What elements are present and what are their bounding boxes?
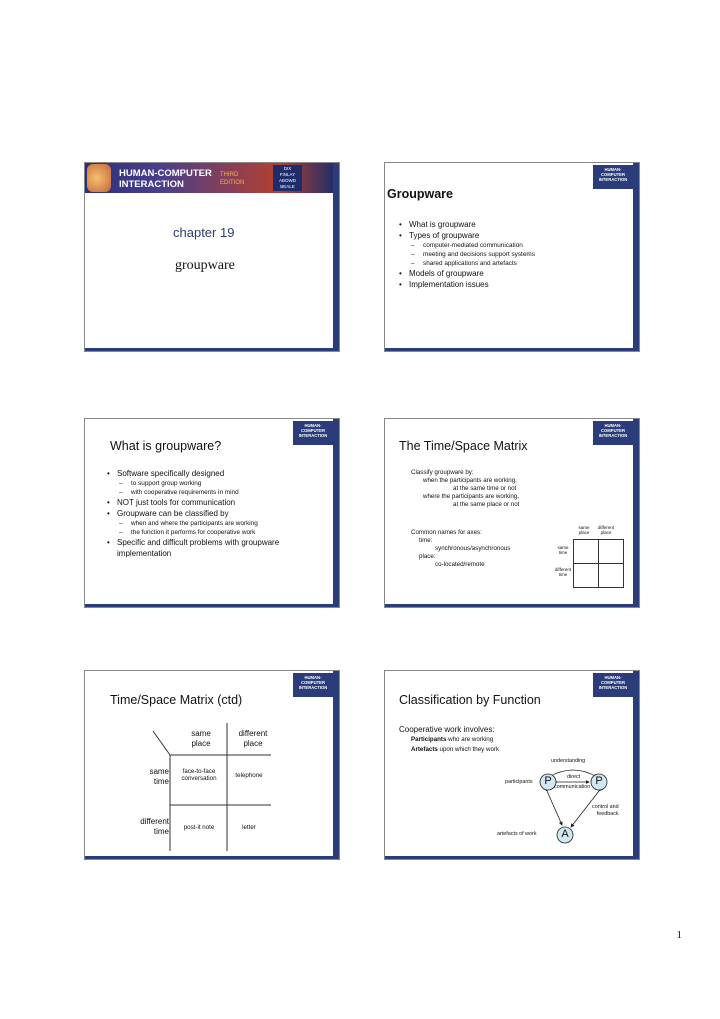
hci-logo: HUMAN-COMPUTER INTERACTION: [593, 673, 633, 697]
list-item: • Groupware can be classified by: [107, 508, 333, 519]
control-feedback-label: control and feedback: [592, 804, 619, 817]
col-label-same: same place: [578, 525, 590, 535]
hci-logo: HUMAN-COMPUTER INTERACTION: [293, 421, 333, 445]
cell-same-same: face-to-face conversation: [181, 768, 217, 782]
list-item: – shared applications and artefacts: [399, 259, 535, 268]
list-item: – with cooperative requirements in mind: [107, 488, 333, 497]
list-item: • Software specifically designed: [107, 468, 333, 479]
col-label-different: different place: [597, 525, 615, 535]
row-label-same: same time: [557, 545, 569, 555]
artefacts-line: Artefacts upon which they work: [411, 746, 500, 753]
hci-logo: HUMAN-COMPUTER INTERACTION: [293, 673, 333, 697]
communication-label: communication: [554, 784, 591, 790]
mini-matrix: [573, 539, 624, 588]
list-item: • Implementation issues: [399, 279, 535, 290]
list-item: – computer-mediated communication: [399, 241, 535, 250]
slide-time-space-matrix-ctd: [84, 670, 340, 860]
participant-node-left: P: [544, 775, 552, 787]
book-banner: [85, 163, 335, 193]
cell-different-same: post-it note: [183, 824, 215, 831]
slide-time-space-matrix: [384, 418, 640, 608]
chapter-topic: groupware: [175, 258, 235, 273]
chapter-label: chapter 19: [173, 225, 235, 240]
list-item: • Models of groupware: [399, 268, 535, 279]
list-item: – the function it performs for cooperative work: [107, 528, 333, 537]
hand-image: [87, 164, 111, 192]
banner-authors: DIX FINLAY ABOWD BEALE: [273, 165, 302, 191]
banner-edition: THIRD EDITION: [220, 172, 245, 186]
slide-heading: The Time/Space Matrix: [399, 439, 528, 453]
col-header-different: different place: [238, 729, 268, 748]
list-item: – to support group working: [107, 479, 333, 488]
banner-title: HUMAN-COMPUTER INTERACTION: [119, 168, 212, 190]
cell-different-different: letter: [242, 824, 256, 831]
row-label-different: different time: [554, 567, 572, 577]
slide-heading: Classification by Function: [399, 693, 541, 707]
list-item: • What is groupware: [399, 219, 535, 230]
list-item: – meeting and decisions support systems: [399, 250, 535, 259]
artefacts-label: artefacts of work: [497, 831, 537, 837]
list-item: • NOT just tools for communication: [107, 497, 333, 508]
participants-line: Participants who are working: [411, 736, 494, 743]
slide-classification-by-function: [384, 670, 640, 860]
classify-text: Classify groupware by: when the participants are working, at the same time or not where the participants are working, at the same place or not: [411, 469, 520, 508]
intro-text: Cooperative work involves:: [399, 725, 495, 734]
slide-groupware-outline: [384, 162, 640, 352]
understanding-label: understanding: [551, 758, 586, 764]
col-header-same: same place: [191, 729, 211, 748]
hci-logo: HUMAN-COMPUTER INTERACTION: [593, 421, 633, 445]
list-item: • Specific and difficult problems with groupware implementation: [107, 537, 333, 559]
bullet-list: [107, 468, 333, 559]
row-header-different: different time: [140, 817, 169, 836]
slide-heading: Time/Space Matrix (ctd): [110, 693, 243, 707]
slide-title-page: [84, 162, 340, 352]
slide-heading: What is groupware?: [110, 439, 222, 453]
artefact-node: A: [561, 828, 569, 840]
participant-node-right: P: [595, 775, 603, 787]
participants-label: participants: [505, 779, 533, 785]
hci-logo: HUMAN-COMPUTER INTERACTION: [593, 165, 633, 189]
slide-what-is-groupware: [84, 418, 340, 608]
outline-list: [399, 219, 535, 290]
slide-heading: Groupware: [387, 187, 453, 201]
list-item: – when and where the participants are working: [107, 519, 333, 528]
row-header-same: same time: [149, 767, 169, 786]
direct-label: direct: [567, 774, 581, 780]
axis-names: Common names for axes: time: synchronous/asynchronous place: co-located/remote: [411, 529, 511, 568]
list-item: • Types of groupware: [399, 230, 535, 241]
cell-same-different: telephone: [235, 772, 263, 779]
page-number: 1: [676, 929, 682, 941]
